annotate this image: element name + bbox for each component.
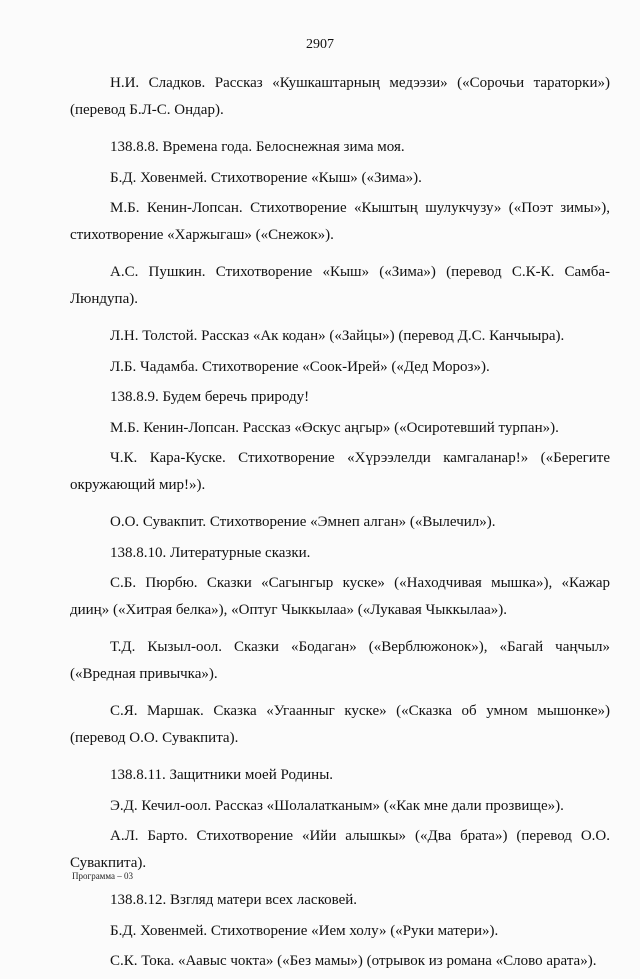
paragraph: Т.Д. Кызыл-оол. Сказки «Бодаган» («Верблюжонок»), «Багай чаңчыл» («Вредная привычка»).: [70, 639, 610, 682]
section-heading: 138.8.10. Литературные сказки.: [110, 544, 311, 561]
paragraph: Н.И. Сладков. Рассказ «Кушкаштарның медээзи» («Сорочьи тараторки») (перевод Б.Л-С. Ондар).: [70, 75, 610, 118]
footer-label: Программа – 03: [72, 871, 134, 881]
paragraph: Э.Д. Кечил-оол. Рассказ «Шолалатканым» («Как мне дали прозвище»).: [110, 797, 564, 814]
paragraph: Б.Д. Ховенмей. Стихотворение «Кыш» («Зима»).: [110, 169, 422, 186]
page-number: 2907: [306, 37, 334, 52]
paragraph: Б.Д. Ховенмей. Стихотворение «Ием холу» («Руки матери»).: [110, 922, 499, 939]
section-heading: 138.8.11. Защитники моей Родины.: [110, 767, 334, 783]
paragraph: М.Б. Кенин-Лопсан. Стихотворение «Кыштың шулукчузу» («Поэт зимы»), стихотворение «Харжыгаш» («Снежок»).: [70, 200, 610, 243]
paragraph: С.Я. Маршак. Сказка «Угаанныг куске» («Сказка об умном мышонке») (перевод О.О. Сувакпита).: [70, 703, 610, 746]
paragraph: Л.Б. Чадамба. Стихотворение «Соок-Ирей» («Дед Мороз»).: [110, 358, 490, 375]
document-body: [70, 70, 610, 979]
section-heading: 138.8.12. Взгляд матери всех ласковей.: [110, 892, 358, 908]
paragraph: Л.Н. Толстой. Рассказ «Ак кодан» («Зайцы») (перевод Д.С. Канчыыра).: [110, 328, 565, 344]
section-heading: 138.8.8. Времена года. Белоснежная зима моя.: [110, 139, 405, 155]
paragraph: С.Б. Пюрбю. Сказки «Сагынгыр куске» («Находчивая мышка»), «Кажар дииң» («Хитрая белка»), «Оптуг Чыккылаа» («Лукавая Чыккылаа»).: [70, 575, 610, 618]
paragraph: Ч.К. Кара-Куске. Стихотворение «Хүрээлелди камгаланар!» («Берегите окружающий мир!»).: [70, 450, 610, 493]
paragraph: А.С. Пушкин. Стихотворение «Кыш» («Зима») (перевод С.К-К. Самба-Люндупа).: [70, 264, 610, 307]
section-heading: 138.8.9. Будем беречь природу!: [110, 389, 310, 405]
paragraph: А.Л. Барто. Стихотворение «Ийи алышкы» («Два брата») (перевод О.О. Сувакпита).: [70, 828, 610, 871]
paragraph: С.К. Тока. «Аавыс чокта» («Без мамы») (отрывок из романа «Слово арата»).: [110, 953, 597, 969]
paragraph: О.О. Сувакпит. Стихотворение «Эмнеп алган» («Вылечил»).: [110, 514, 496, 530]
paragraph: М.Б. Кенин-Лопсан. Рассказ «Өскус аңгыр» («Осиротевший турпан»).: [110, 419, 559, 436]
